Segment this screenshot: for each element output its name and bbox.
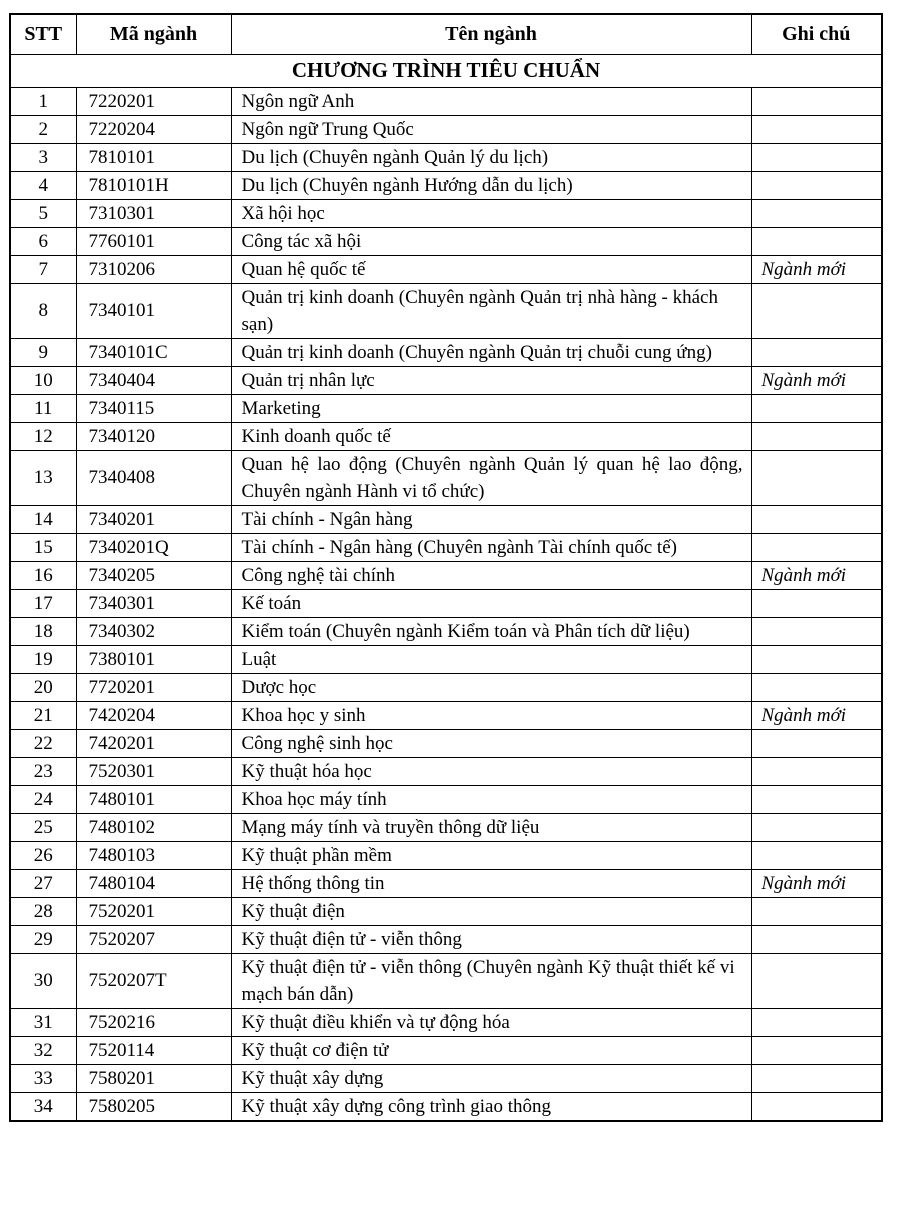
cell-code: 7810101H [76, 171, 231, 199]
cell-name: Kỹ thuật điều khiển và tự động hóa [231, 1008, 751, 1036]
table-row [10, 338, 882, 366]
cell-stt: 16 [10, 561, 76, 589]
cell-stt: 3 [10, 143, 76, 171]
table-row [10, 1036, 882, 1064]
cell-note [751, 785, 882, 813]
header-row [10, 14, 882, 54]
cell-stt: 10 [10, 366, 76, 394]
table-body [10, 54, 882, 1121]
cell-code: 7340101C [76, 338, 231, 366]
cell-note [751, 394, 882, 422]
cell-stt: 17 [10, 589, 76, 617]
table-row [10, 673, 882, 701]
cell-name: Tài chính - Ngân hàng [231, 505, 751, 533]
cell-code: 7520207T [76, 953, 231, 1008]
cell-stt: 13 [10, 450, 76, 505]
cell-name: Ngôn ngữ Trung Quốc [231, 115, 751, 143]
table-row [10, 561, 882, 589]
cell-name: Kỹ thuật xây dựng [231, 1064, 751, 1092]
table-row [10, 729, 882, 757]
cell-stt: 2 [10, 115, 76, 143]
cell-note [751, 925, 882, 953]
table-row [10, 953, 882, 1008]
cell-code: 7480104 [76, 869, 231, 897]
table-row [10, 701, 882, 729]
cell-stt: 6 [10, 227, 76, 255]
cell-code: 7810101 [76, 143, 231, 171]
cell-stt: 12 [10, 422, 76, 450]
cell-stt: 5 [10, 199, 76, 227]
cell-name: Quản trị kinh doanh (Chuyên ngành Quản trị chuỗi cung ứng) [231, 338, 751, 366]
table-row [10, 255, 882, 283]
cell-stt: 9 [10, 338, 76, 366]
cell-name: Công nghệ sinh học [231, 729, 751, 757]
cell-note [751, 283, 882, 338]
cell-name: Du lịch (Chuyên ngành Hướng dẫn du lịch) [231, 171, 751, 199]
cell-stt: 24 [10, 785, 76, 813]
cell-note [751, 422, 882, 450]
cell-code: 7340201 [76, 505, 231, 533]
cell-code: 7220204 [76, 115, 231, 143]
table-row [10, 841, 882, 869]
cell-stt: 22 [10, 729, 76, 757]
cell-note [751, 338, 882, 366]
section-title: CHƯƠNG TRÌNH TIÊU CHUẨN [10, 54, 882, 87]
cell-name: Du lịch (Chuyên ngành Quản lý du lịch) [231, 143, 751, 171]
cell-name: Khoa học y sinh [231, 701, 751, 729]
section-title-row [10, 54, 882, 87]
table-row [10, 87, 882, 115]
cell-stt: 11 [10, 394, 76, 422]
cell-stt: 14 [10, 505, 76, 533]
cell-note [751, 1036, 882, 1064]
cell-stt: 7 [10, 255, 76, 283]
cell-name: Khoa học máy tính [231, 785, 751, 813]
cell-stt: 29 [10, 925, 76, 953]
table-header [10, 14, 882, 54]
header-cell-stt: STT [10, 14, 76, 54]
cell-code: 7520207 [76, 925, 231, 953]
cell-code: 7480103 [76, 841, 231, 869]
cell-note [751, 589, 882, 617]
cell-name: Kiểm toán (Chuyên ngành Kiểm toán và Phân tích dữ liệu) [231, 617, 751, 645]
cell-code: 7340120 [76, 422, 231, 450]
table-row [10, 617, 882, 645]
cell-name: Quan hệ quốc tế [231, 255, 751, 283]
cell-stt: 18 [10, 617, 76, 645]
cell-name: Công nghệ tài chính [231, 561, 751, 589]
cell-name: Mạng máy tính và truyền thông dữ liệu [231, 813, 751, 841]
cell-stt: 4 [10, 171, 76, 199]
header-cell-name: Tên ngành [231, 14, 751, 54]
table-row [10, 505, 882, 533]
cell-note [751, 143, 882, 171]
cell-code: 7340101 [76, 283, 231, 338]
cell-code: 7720201 [76, 673, 231, 701]
cell-note [751, 1064, 882, 1092]
cell-note [751, 1092, 882, 1121]
cell-stt: 25 [10, 813, 76, 841]
cell-note [751, 673, 882, 701]
table-row [10, 785, 882, 813]
cell-code: 7380101 [76, 645, 231, 673]
cell-code: 7520201 [76, 897, 231, 925]
table-row [10, 227, 882, 255]
cell-note [751, 897, 882, 925]
cell-stt: 26 [10, 841, 76, 869]
cell-name: Kỹ thuật xây dựng công trình giao thông [231, 1092, 751, 1121]
cell-note [751, 505, 882, 533]
cell-code: 7580205 [76, 1092, 231, 1121]
cell-name: Quản trị kinh doanh (Chuyên ngành Quản trị nhà hàng - khách sạn) [231, 283, 751, 338]
cell-code: 7760101 [76, 227, 231, 255]
cell-note: Ngành mới [751, 869, 882, 897]
cell-name: Kỹ thuật điện tử - viễn thông (Chuyên ngành Kỹ thuật thiết kế vi mạch bán dẫn) [231, 953, 751, 1008]
cell-note: Ngành mới [751, 366, 882, 394]
table-row [10, 115, 882, 143]
table-row [10, 813, 882, 841]
cell-code: 7310206 [76, 255, 231, 283]
cell-stt: 32 [10, 1036, 76, 1064]
table-row [10, 897, 882, 925]
cell-note [751, 533, 882, 561]
cell-note [751, 953, 882, 1008]
cell-name: Quản trị nhân lực [231, 366, 751, 394]
cell-name: Quan hệ lao động (Chuyên ngành Quản lý quan hệ lao động, Chuyên ngành Hành vi tổ chức) [231, 450, 751, 505]
table-row [10, 366, 882, 394]
cell-name: Kỹ thuật điện tử - viễn thông [231, 925, 751, 953]
header-cell-code: Mã ngành [76, 14, 231, 54]
cell-code: 7340201Q [76, 533, 231, 561]
table-row [10, 589, 882, 617]
table-row [10, 757, 882, 785]
programs-table [9, 13, 883, 1122]
cell-code: 7340404 [76, 366, 231, 394]
cell-stt: 33 [10, 1064, 76, 1092]
cell-stt: 31 [10, 1008, 76, 1036]
cell-stt: 23 [10, 757, 76, 785]
table-row [10, 199, 882, 227]
table-row [10, 1092, 882, 1121]
cell-note [751, 171, 882, 199]
cell-note: Ngành mới [751, 561, 882, 589]
cell-name: Kỹ thuật phần mềm [231, 841, 751, 869]
table-row [10, 422, 882, 450]
table-row [10, 450, 882, 505]
cell-stt: 8 [10, 283, 76, 338]
table-row [10, 533, 882, 561]
cell-name: Kỹ thuật hóa học [231, 757, 751, 785]
cell-note [751, 227, 882, 255]
cell-stt: 34 [10, 1092, 76, 1121]
cell-name: Tài chính - Ngân hàng (Chuyên ngành Tài chính quốc tế) [231, 533, 751, 561]
cell-code: 7220201 [76, 87, 231, 115]
cell-stt: 28 [10, 897, 76, 925]
cell-stt: 21 [10, 701, 76, 729]
cell-code: 7340301 [76, 589, 231, 617]
cell-stt: 1 [10, 87, 76, 115]
cell-name: Kế toán [231, 589, 751, 617]
cell-code: 7340205 [76, 561, 231, 589]
cell-name: Kỹ thuật cơ điện tử [231, 1036, 751, 1064]
cell-code: 7480102 [76, 813, 231, 841]
cell-note [751, 115, 882, 143]
table-row [10, 143, 882, 171]
cell-code: 7340408 [76, 450, 231, 505]
cell-note [751, 1008, 882, 1036]
table-row [10, 283, 882, 338]
cell-note [751, 841, 882, 869]
cell-code: 7310301 [76, 199, 231, 227]
cell-code: 7420204 [76, 701, 231, 729]
cell-name: Xã hội học [231, 199, 751, 227]
cell-name: Hệ thống thông tin [231, 869, 751, 897]
cell-note: Ngành mới [751, 255, 882, 283]
cell-stt: 27 [10, 869, 76, 897]
cell-code: 7340302 [76, 617, 231, 645]
cell-note [751, 757, 882, 785]
cell-note [751, 199, 882, 227]
table-row [10, 171, 882, 199]
cell-code: 7420201 [76, 729, 231, 757]
cell-stt: 20 [10, 673, 76, 701]
cell-code: 7480101 [76, 785, 231, 813]
cell-note [751, 450, 882, 505]
cell-name: Dược học [231, 673, 751, 701]
cell-name: Ngôn ngữ Anh [231, 87, 751, 115]
cell-code: 7520114 [76, 1036, 231, 1064]
cell-note [751, 729, 882, 757]
table-row [10, 925, 882, 953]
cell-name: Luật [231, 645, 751, 673]
table-row [10, 1064, 882, 1092]
cell-code: 7520216 [76, 1008, 231, 1036]
cell-note: Ngành mới [751, 701, 882, 729]
cell-note [751, 87, 882, 115]
header-cell-note: Ghi chú [751, 14, 882, 54]
cell-code: 7520301 [76, 757, 231, 785]
cell-name: Công tác xã hội [231, 227, 751, 255]
cell-note [751, 617, 882, 645]
table-row [10, 394, 882, 422]
cell-code: 7580201 [76, 1064, 231, 1092]
table-row [10, 869, 882, 897]
cell-code: 7340115 [76, 394, 231, 422]
table-row [10, 1008, 882, 1036]
cell-stt: 15 [10, 533, 76, 561]
cell-name: Kinh doanh quốc tế [231, 422, 751, 450]
cell-stt: 19 [10, 645, 76, 673]
cell-stt: 30 [10, 953, 76, 1008]
cell-note [751, 813, 882, 841]
cell-name: Kỹ thuật điện [231, 897, 751, 925]
table-row [10, 645, 882, 673]
cell-note [751, 645, 882, 673]
cell-name: Marketing [231, 394, 751, 422]
